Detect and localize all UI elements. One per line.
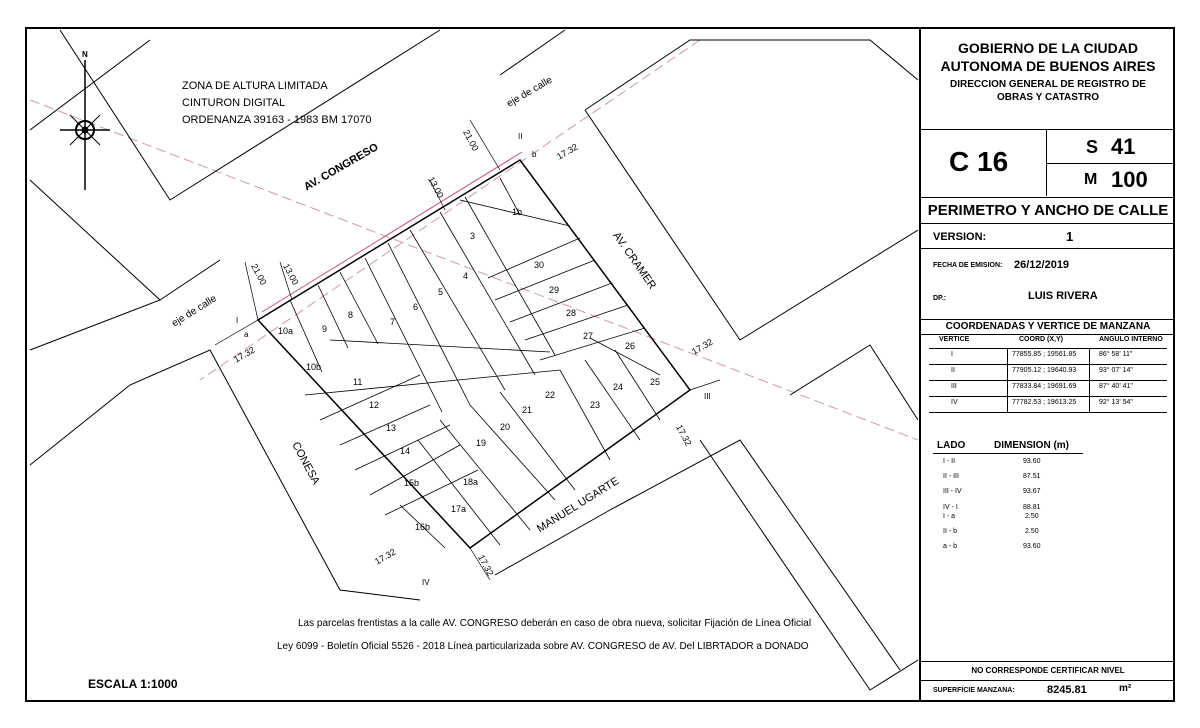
- lado-value: 93.60: [1023, 458, 1041, 465]
- superficie-label: SUPERFICIE MANZANA:: [933, 687, 1015, 694]
- vertex-II: II: [518, 132, 523, 141]
- parcel-label: 10a: [278, 326, 294, 336]
- nivel-row: [921, 661, 1175, 681]
- version-label: VERSION:: [933, 231, 987, 243]
- parcel-label: 20: [500, 422, 511, 432]
- title-block: [919, 27, 1175, 702]
- lado-value: 2.50: [1025, 513, 1039, 520]
- block-se: [790, 345, 918, 420]
- coord-row-xy: 77782.53 ; 19613.25: [1012, 399, 1077, 406]
- parcel-label: 22: [545, 390, 556, 400]
- parcel-label: 15b: [404, 478, 420, 488]
- lado-value: 93.67: [1023, 488, 1041, 495]
- dim-9: 17.32: [373, 546, 398, 567]
- block-ne: [500, 30, 565, 75]
- parcel-label: 10b: [306, 362, 322, 372]
- parcel-label: 1b: [512, 207, 523, 217]
- seccion-label: S: [1086, 137, 1099, 157]
- coords-header-angulo: ANGULO INTERNO: [1099, 336, 1163, 343]
- parcel-label: 23: [590, 400, 601, 410]
- coord-row-angle: 86° 58' 11": [1099, 351, 1133, 358]
- fecha-label: FECHA DE EMISION:: [933, 262, 1003, 269]
- dim-8: 17.32: [674, 423, 694, 448]
- parcel-label: 14: [400, 446, 411, 456]
- lado-value: 93.60: [1023, 543, 1041, 550]
- parcel-label: 24: [613, 382, 624, 392]
- parcel-label: 13: [386, 423, 397, 433]
- dim-6: 17.32: [232, 344, 257, 365]
- vertex-I: I: [236, 316, 239, 325]
- dimension-header: DIMENSION (m): [994, 440, 1069, 451]
- dim-7: 17.32: [690, 336, 715, 357]
- coords-title: COORDENADAS Y VERTICE DE MANZANA: [945, 321, 1151, 332]
- header-block: [921, 27, 1175, 130]
- block-e: [585, 110, 918, 340]
- parcel-label: 16b: [415, 522, 431, 532]
- dim-2: 13.00: [426, 175, 446, 200]
- lado-value: 2.50: [1025, 528, 1039, 535]
- vertex-III: III: [704, 392, 711, 401]
- parcel-label: 12: [369, 400, 380, 410]
- parcel-label: 3: [470, 231, 476, 241]
- manzana-label: M: [1084, 171, 1098, 188]
- coord-row-xy: 77855.85 ; 19561.85: [1012, 351, 1077, 358]
- parcel-label: 19: [476, 438, 487, 448]
- lado-name: IV - I: [943, 504, 958, 511]
- parcel-label: 9: [322, 324, 328, 334]
- manzana-value: 100: [1111, 167, 1148, 192]
- dim-1: 21.00: [461, 128, 481, 153]
- vertex-b: b: [532, 150, 537, 159]
- vertex-IV: IV: [422, 578, 430, 587]
- nivel-note: NO CORRESPONDE CERTIFICAR NIVEL: [971, 666, 1125, 675]
- parcel-label: 29: [549, 285, 560, 295]
- lado-value: 88.81: [1023, 504, 1041, 511]
- coords-header-coord: COORD (X,Y): [1019, 336, 1063, 343]
- linea-oficial: [262, 152, 522, 312]
- fecha-value: 26/12/2019: [1014, 259, 1070, 271]
- dp-value: LUIS RIVERA: [1028, 290, 1098, 302]
- circunscripcion: C 16: [949, 146, 1009, 177]
- lado-name: I - II: [943, 458, 956, 465]
- doc-title: PERIMETRO Y ANCHO DE CALLE: [927, 202, 1169, 219]
- nomenclature-block: [921, 130, 1175, 198]
- parcel-label: 18a: [463, 477, 479, 487]
- parcel-label: 28: [566, 308, 577, 318]
- street-cramer: AV. CRAMER: [610, 230, 659, 292]
- street-ugarte: MANUEL UGARTE: [535, 475, 622, 536]
- dimension-lines: [215, 120, 720, 580]
- meta-block: [921, 224, 1175, 319]
- parcel-label: 5: [438, 287, 444, 297]
- coord-row-vertex: I: [951, 351, 953, 358]
- block-nw: [30, 40, 150, 130]
- north-label: N: [82, 50, 88, 59]
- parcel-label: 6: [413, 302, 419, 312]
- block-sw: [30, 350, 420, 600]
- note-2: Ley 6099 - Boletín Oficial 5526 - 2018 Línea particularizada sobre AV. CONGRESO de AV. Del LIBRTADOR a DONADO: [277, 641, 809, 652]
- parcel-label: 11: [353, 377, 363, 387]
- note-1: Las parcelas frentistas a la calle AV. CONGRESO deberán en caso de obra nueva, solicitar Fijación de Línea Oficial: [298, 618, 812, 629]
- dim-4: 21.00: [249, 262, 269, 287]
- block-ne2: [585, 40, 918, 110]
- zone-note-3: ORDENANZA 39163 - 1983 BM 17070: [182, 114, 372, 126]
- superficie-row: [921, 681, 1175, 700]
- version-value: 1: [1066, 229, 1074, 244]
- doc-title-row: [921, 198, 1175, 224]
- coord-row-xy: 77905.12 ; 19640.93: [1012, 367, 1077, 374]
- coord-row-angle: 87° 40' 41": [1099, 383, 1133, 390]
- lado-value: 87.51: [1023, 473, 1041, 480]
- axis-label-1: eje de calle: [505, 74, 555, 110]
- street-conesa: CONESA: [289, 440, 322, 487]
- coord-row-angle: 92° 13' 54": [1099, 399, 1133, 406]
- coord-row-vertex: III: [951, 383, 957, 390]
- dept-2: OBRAS Y CATASTRO: [996, 92, 1100, 103]
- parcel-label: 27: [583, 331, 594, 341]
- lado-name: II - III: [943, 473, 959, 480]
- dim-10: 17.32: [476, 553, 496, 578]
- block-s: [495, 440, 900, 670]
- dim-3: 17.32: [555, 141, 580, 162]
- parcel-label: 21: [522, 405, 533, 415]
- vertex-a: a: [244, 330, 249, 339]
- parcel-label: 30: [534, 260, 545, 270]
- coord-row-vertex: IV: [951, 399, 958, 406]
- lado-name: a - b: [943, 543, 958, 550]
- lado-header: LADO: [937, 440, 966, 451]
- block-se2: [700, 440, 918, 690]
- dp-label: DP.:: [933, 295, 947, 302]
- lado-name: II - b: [943, 528, 958, 535]
- lado-name: III - IV: [943, 488, 962, 495]
- zone-note-1: ZONA DE ALTURA LIMITADA: [182, 80, 328, 92]
- superficie-unit: m²: [1119, 683, 1132, 694]
- street-congreso: AV. CONGRESO: [302, 141, 381, 194]
- gov-title-2: AUTONOMA DE BUENOS AIRES: [940, 58, 1156, 74]
- lado-name: I - a: [943, 513, 956, 520]
- superficie-value: 8245.81: [1047, 684, 1087, 696]
- parcel-label: 17a: [451, 504, 467, 514]
- block-w: [30, 180, 160, 350]
- coord-row-angle: 93° 07' 14": [1099, 367, 1133, 374]
- parcel-label: 26: [625, 341, 636, 351]
- gov-title-1: GOBIERNO DE LA CIUDAD: [958, 40, 1138, 56]
- coord-row-xy: 77833.84 ; 19691.69: [1012, 383, 1077, 390]
- seccion-value: 41: [1111, 134, 1136, 159]
- scale-label: ESCALA 1:1000: [88, 677, 178, 691]
- parcel-label: 25: [650, 377, 661, 387]
- axis-label-2: eje de calle: [170, 293, 219, 330]
- coords-title-row: [921, 319, 1175, 335]
- dept-1: DIRECCION GENERAL DE REGISTRO DE: [950, 79, 1146, 90]
- dim-5: 13.00: [281, 262, 301, 287]
- parcel-label: 4: [463, 271, 469, 281]
- parcel-label: 7: [390, 317, 396, 327]
- coords-header-vertice: VERTICE: [939, 336, 970, 343]
- manzana-outline: [258, 160, 690, 548]
- parcel-label: 8: [348, 310, 354, 320]
- zone-note-2: CINTURON DIGITAL: [182, 97, 286, 109]
- north-arrow: [60, 60, 110, 190]
- coord-row-vertex: II: [951, 367, 955, 374]
